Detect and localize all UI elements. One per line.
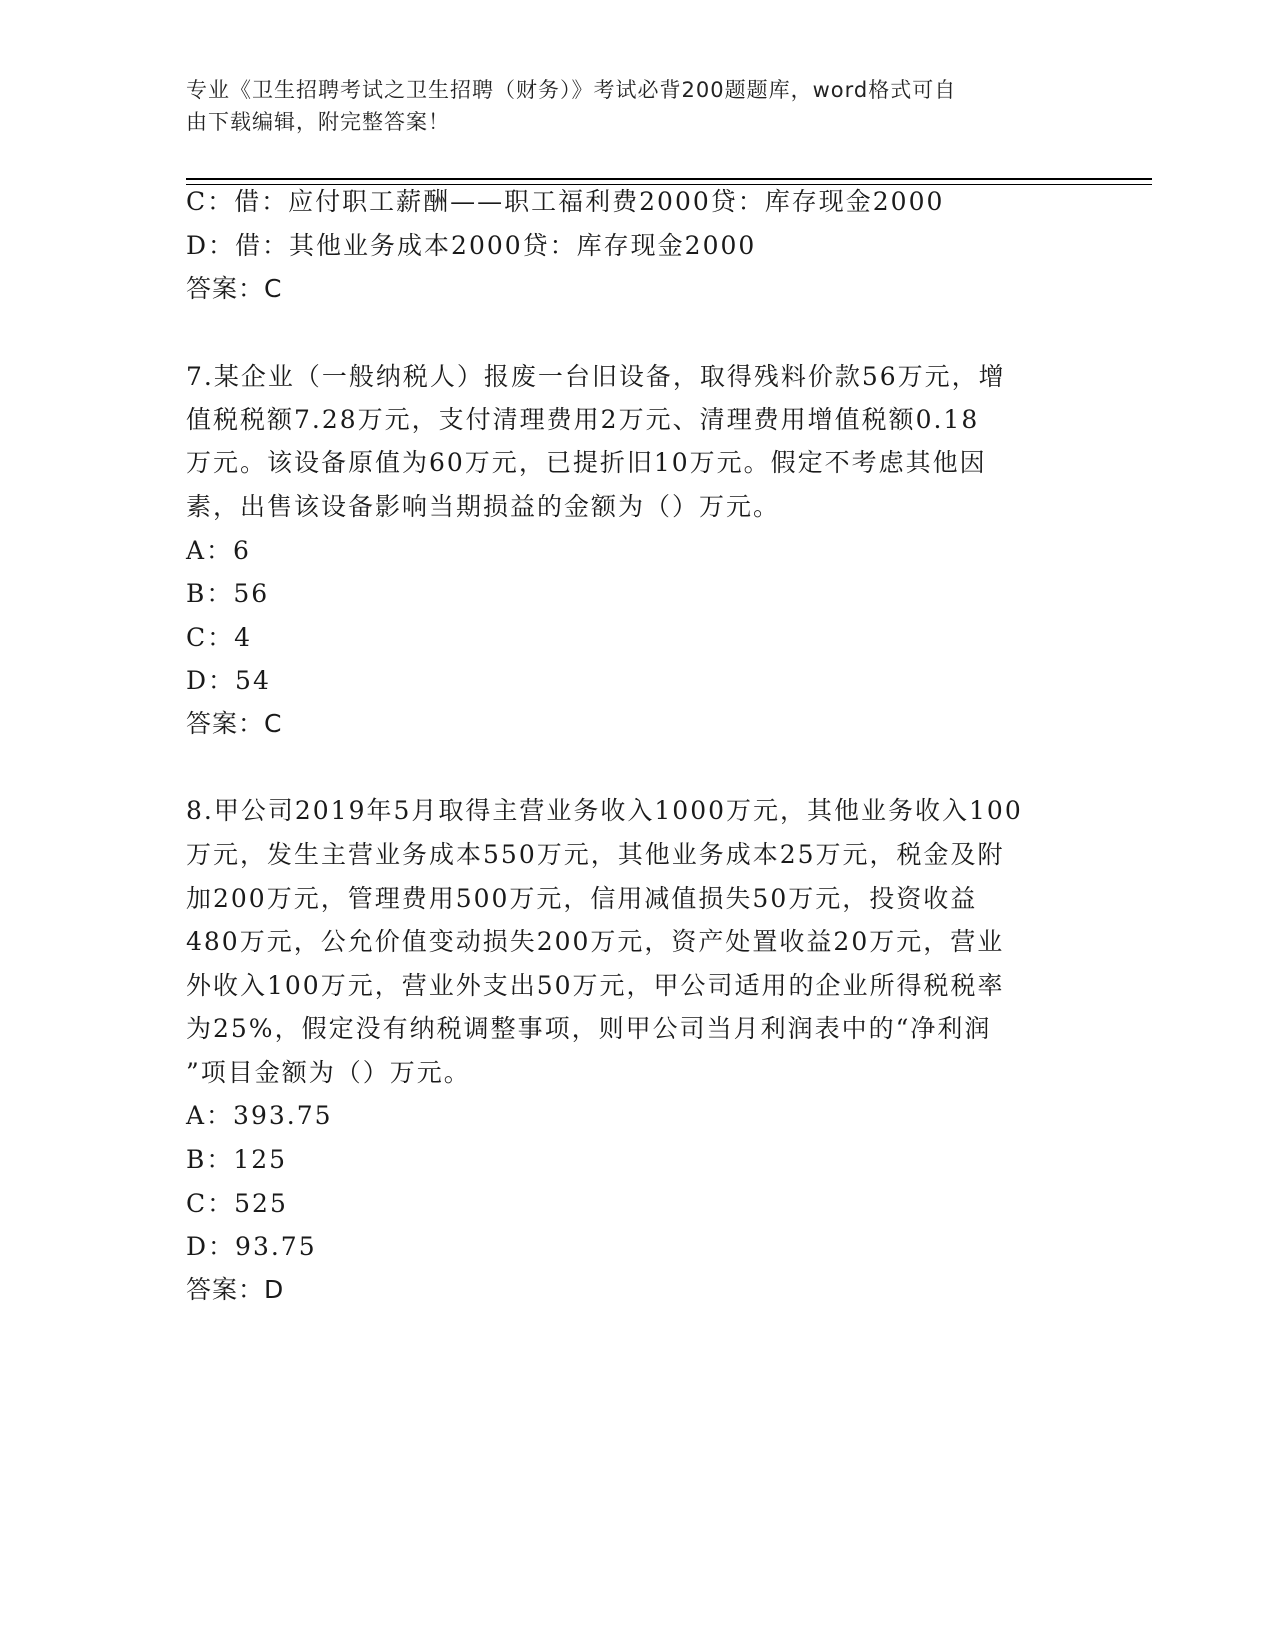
option-d: D：借：其他业务成本2000贷：库存现金2000: [186, 231, 757, 260]
option-d: D：54: [186, 666, 271, 695]
option-a: A：6: [186, 536, 251, 565]
option-b: B：125: [186, 1145, 288, 1174]
option-c: C：4: [186, 623, 253, 652]
header-divider-thick: [186, 178, 1152, 180]
question-stem-line: 480万元，公允价值变动损失200万元，资产处置收益20万元，营业: [186, 927, 1005, 956]
option-b: B：56: [186, 579, 270, 608]
answer: 答案：C: [186, 709, 283, 738]
question-stem-line: 7.某企业（一般纳税人）报废一台旧设备，取得残料价款56万元，增: [186, 362, 1006, 391]
answer: 答案：D: [186, 1275, 285, 1304]
question-stem-line: ”项目金额为（）万元。: [186, 1058, 471, 1087]
question-stem-line: 为25%，假定没有纳税调整事项，则甲公司当月利润表中的“净利润: [186, 1014, 992, 1043]
option-a: A：393.75: [186, 1101, 333, 1130]
question-stem-line: 值税税额7.28万元，支付清理费用2万元、清理费用增值税额0.18: [186, 405, 980, 434]
question-stem-line: 万元，发生主营业务成本550万元，其他业务成本25万元，税金及附: [186, 840, 1005, 869]
header-divider-thin: [186, 184, 1152, 185]
document-header: [186, 74, 1066, 138]
question-stem-line: 万元。该设备原值为60万元，已提折旧10万元。假定不考虑其他因: [186, 448, 987, 477]
answer: 答案：C: [186, 274, 283, 303]
question-stem-line: 素，出售该设备影响当期损益的金额为（）万元。: [186, 492, 781, 521]
question-stem-line: 8.甲公司2019年5月取得主营业务收入1000万元，其他业务收入100: [186, 796, 1023, 825]
header-line-2: 由下载编辑，附完整答案！: [186, 110, 450, 134]
header-line-1: 专业《卫生招聘考试之卫生招聘（财务）》考试必背200题题库，word格式可自: [186, 78, 957, 102]
option-c: C：525: [186, 1189, 288, 1218]
option-d: D：93.75: [186, 1232, 317, 1261]
question-stem-line: 加200万元，管理费用500万元，信用减值损失50万元，投资收益: [186, 884, 978, 913]
option-c: C：借：应付职工薪酬——职工福利费2000贷：库存现金2000: [186, 187, 945, 216]
question-stem-line: 外收入100万元，营业外支出50万元，甲公司适用的企业所得税税率: [186, 971, 1005, 1000]
